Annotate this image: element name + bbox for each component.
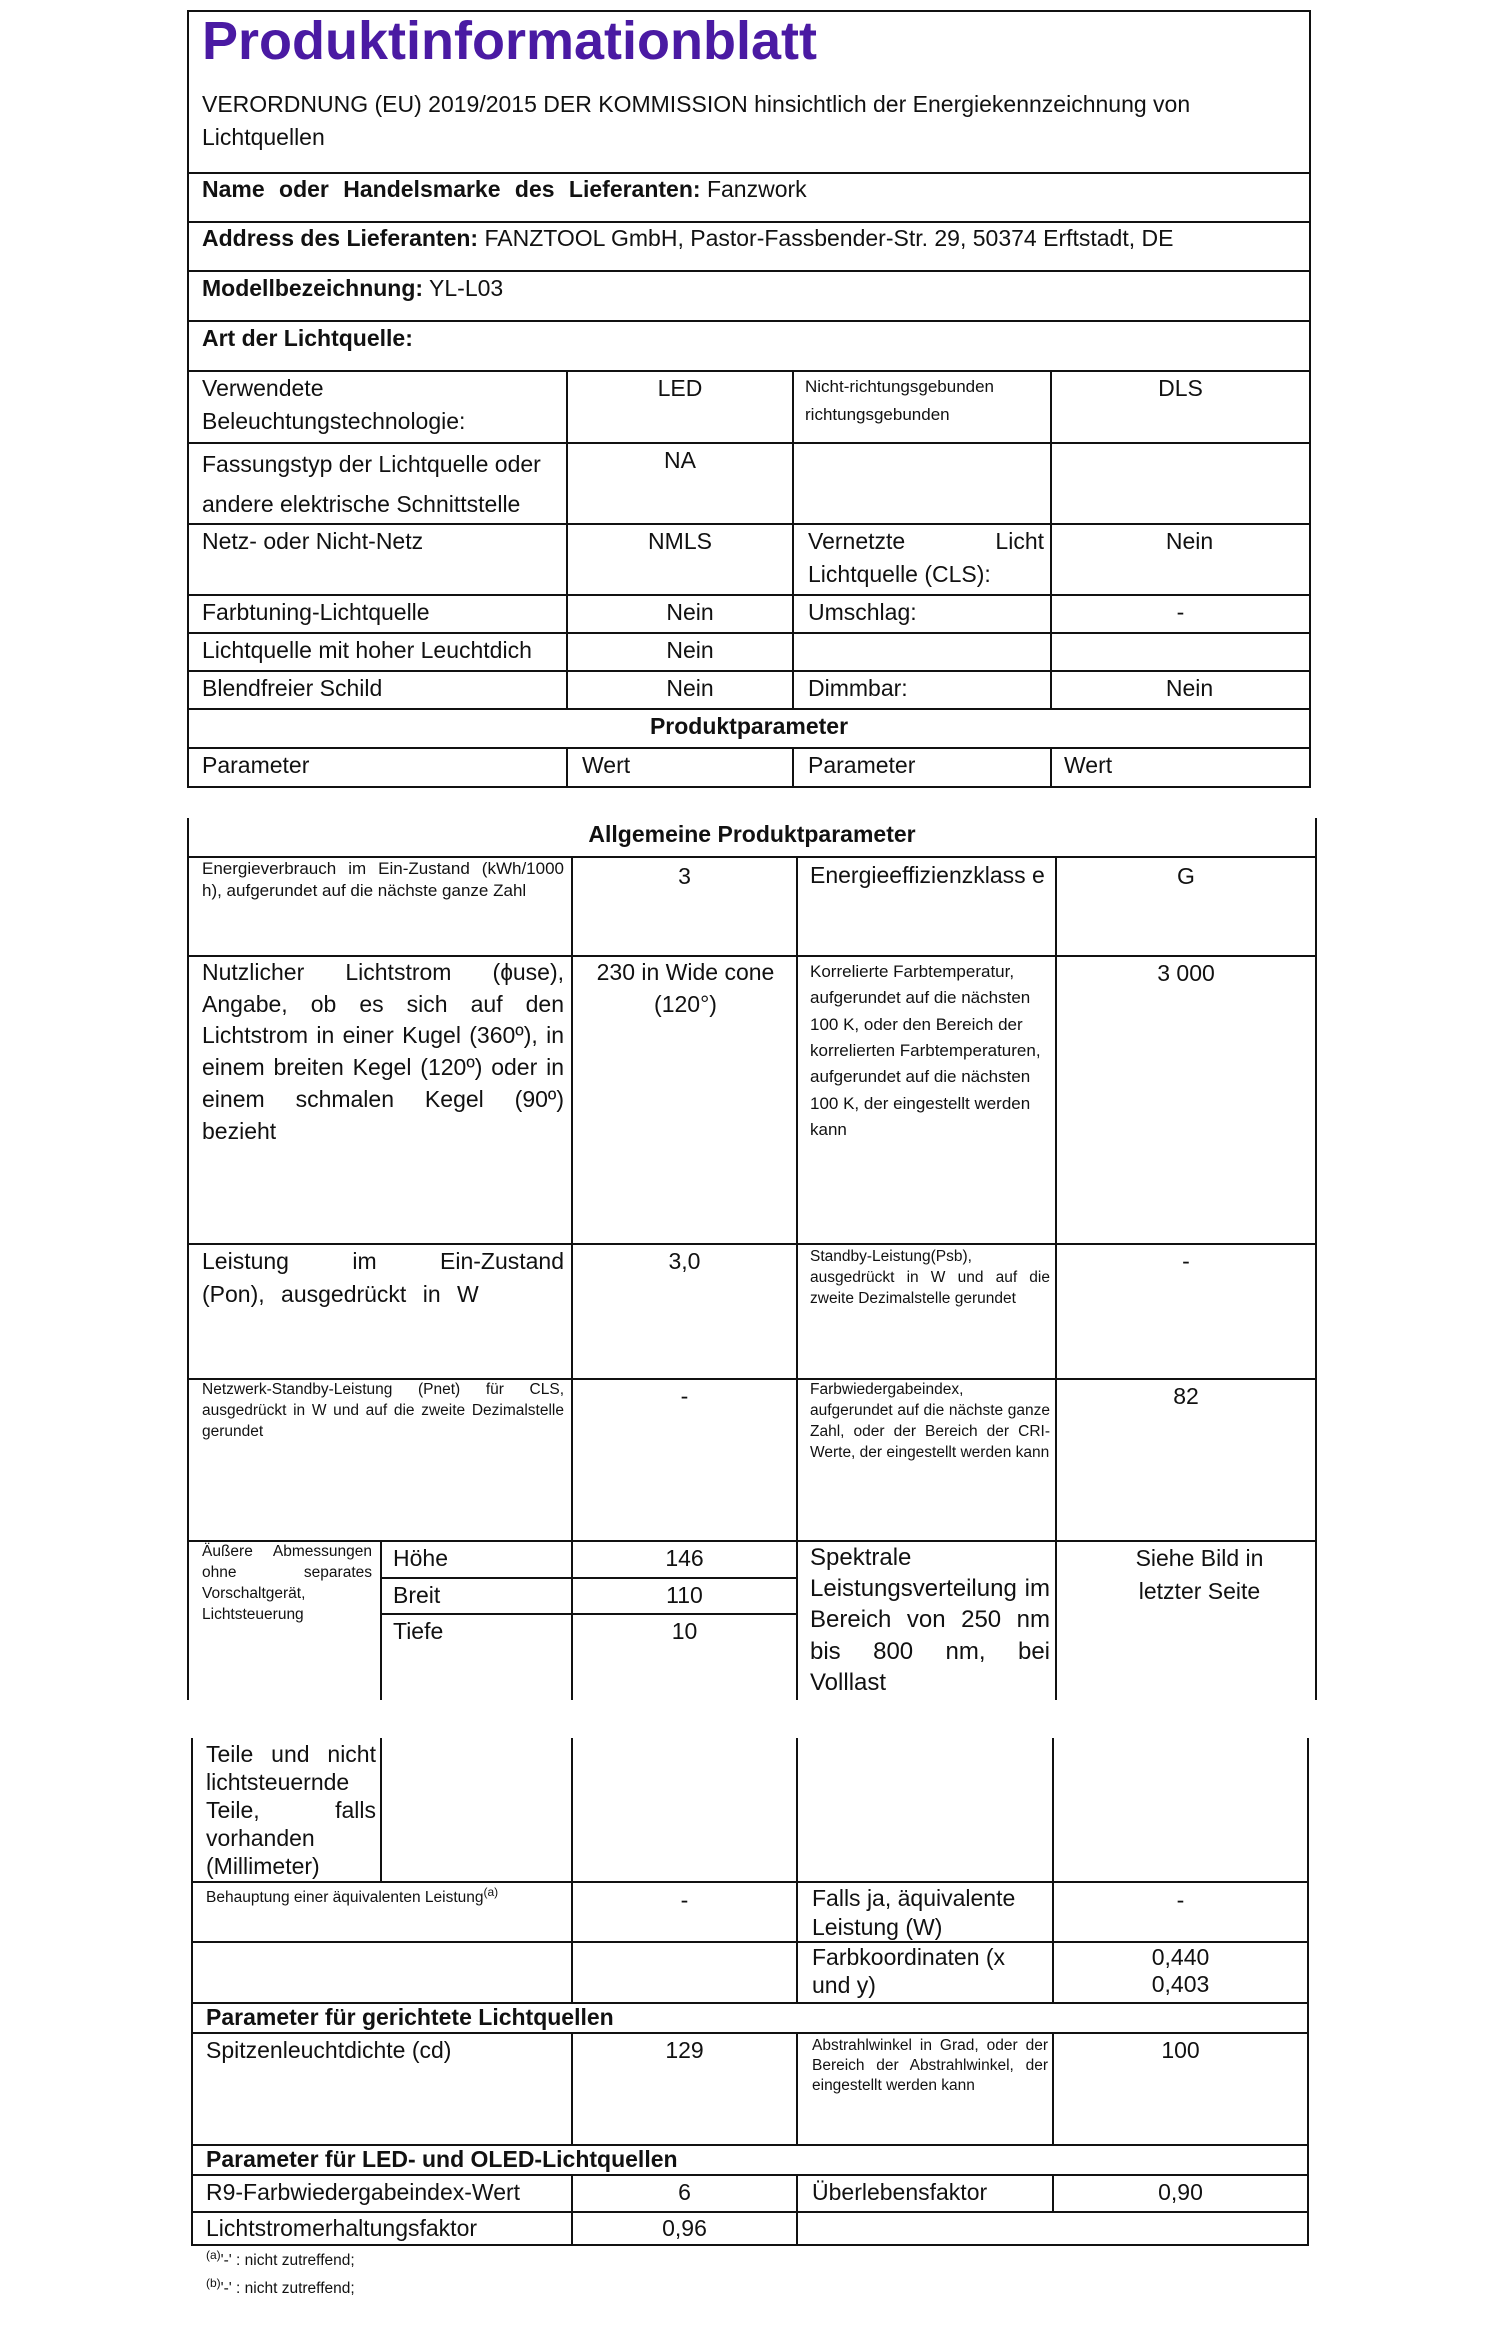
color-coord-x: 0,440	[1151, 1944, 1210, 1970]
power-label	[202, 1245, 564, 1310]
col-header: Parameter	[202, 752, 310, 778]
maintenance-value: 0,96	[662, 2215, 707, 2241]
page-title: Produktinformationblatt	[202, 11, 817, 71]
param-label: Fassungstyp der Lichtquelle oder andere elektrische Schnittstelle	[202, 451, 541, 518]
power-label-line1: Leistung im Ein-Zustand	[202, 1248, 564, 1274]
beam-angle-value: 100	[1161, 2037, 1200, 2063]
dim-width-label: Breit	[393, 1582, 441, 1608]
energy-consumption-value: 3	[678, 863, 691, 889]
cri-label: Farbwiedergabeindex, aufgerundet auf die nächste ganze Zahl, oder der Bereich der CRI-Werte, der eingestellt werden kann	[810, 1381, 1050, 1461]
address-value: FANZTOOL GmbH, Pastor-Fassbender-Str. 29, 50374 Erftstadt, DE	[484, 225, 1174, 251]
supplier-value: Fanzwork	[706, 176, 807, 202]
product-params-heading: Produktparameter	[649, 713, 849, 739]
parts-label: Teile und nicht lichtsteuernde Teile, falls vorhanden (Millimeter)	[206, 1741, 376, 1880]
supplier-label: Name oder Handelsmarke des Lieferanten:	[202, 176, 701, 202]
param-label-line2: Lichtquelle (CLS):	[808, 560, 991, 587]
param-value: Nein	[666, 599, 714, 625]
standby-value: -	[1182, 1248, 1190, 1274]
r9-label: R9-Farbwiedergabeindex-Wert	[206, 2179, 521, 2205]
beam-angle-label: Abstrahlwinkel in Grad, oder der Bereich der Abstrahlwinkel, der eingestellt werden kann	[812, 2037, 1048, 2095]
spectral-value: Siehe Bild in letzter Seite	[1135, 1545, 1264, 1604]
dim-height-value: 146	[665, 1545, 704, 1571]
equiv-claim-value: -	[680, 1887, 689, 1913]
param-label: Nicht-richtungsgebunden	[805, 377, 995, 396]
equiv-claim-text: Behauptung einer äquivalenten Leistung	[206, 1889, 484, 1907]
param-value: DLS	[1158, 375, 1203, 401]
color-coords-label: Farbkoordinaten (x und y)	[812, 1944, 1006, 1998]
param-value: NA	[664, 447, 696, 473]
param-label: Dimmbar:	[808, 675, 908, 701]
param-value: NMLS	[648, 528, 712, 554]
net-standby-label: Netzwerk-Standby-Leistung (Pnet) für CLS, ausgedrückt in W und auf die zweite Dezimalstelle gerundet	[202, 1381, 564, 1440]
dimensions-label: Äußere Abmessungen ohne separates Vorschaltgerät, Lichtsteuerung	[202, 1543, 372, 1623]
param-value: Nein	[1165, 675, 1214, 701]
address-label: Address des Lieferanten:	[202, 225, 479, 251]
footnote-a-text: '-' : nicht zutreffend;	[220, 2252, 355, 2270]
dim-depth-value: 10	[671, 1618, 698, 1644]
supplier-row	[202, 173, 807, 206]
led-heading: Parameter für LED- und OLED-Lichtquellen	[206, 2146, 678, 2172]
param-label: richtungsgebunden	[805, 405, 950, 424]
param-label-line1: Vernetzte Licht	[808, 528, 1044, 554]
param-value: LED	[657, 375, 703, 401]
type-heading: Art der Lichtquelle:	[202, 325, 413, 351]
address-row	[202, 222, 1173, 255]
equiv-power-value: -	[1176, 1887, 1185, 1913]
net-standby-value: -	[680, 1383, 689, 1409]
param-label: Verwendete Beleuchtungstechnologie:	[202, 375, 466, 434]
luminous-flux-value: 230 in Wide cone (120°)	[596, 959, 775, 1017]
maintenance-label: Lichtstromerhaltungsfaktor	[206, 2215, 478, 2241]
model-row	[202, 272, 503, 305]
peak-intensity-value: 129	[665, 2037, 704, 2063]
color-coord-y: 0,403	[1151, 1971, 1210, 1997]
luminous-flux-label: Nutzlicher Lichtstrom (ɸuse), Angabe, ob es sich auf den Lichtstrom in einer Kugel (360º), in einem breiten Kegel (120º) oder in einem schmalen Kegel (90º) bezieht	[202, 959, 564, 1144]
power-label-line2: (Pon), ausgedrückt in W	[202, 1280, 479, 1307]
survival-label: Überlebensfaktor	[812, 2179, 988, 2205]
footnote-a-mark: (a)	[206, 2248, 221, 2262]
footnote-b-text: '-' : nicht zutreffend;	[220, 2280, 355, 2298]
footnote-a	[206, 2248, 355, 2270]
col-header: Parameter	[808, 752, 916, 778]
param-label: Blendfreier Schild	[202, 675, 383, 701]
param-label	[808, 525, 1044, 590]
cct-label: Korrelierte Farbtemperatur, aufgerundet auf die nächsten 100 K, oder den Bereich der korrelierten Farbtemperaturen, aufgerundet auf die nächsten 100 K, der eingestellt werden kann	[810, 962, 1041, 1140]
energy-class-label: Energieeffizienzklass e	[810, 862, 1045, 888]
param-label: Farbtuning-Lichtquelle	[202, 599, 430, 625]
power-value: 3,0	[668, 1248, 701, 1274]
param-label: Lichtquelle mit hoher Leuchtdich	[202, 637, 532, 663]
col-header: Wert	[1064, 752, 1113, 778]
survival-value: 0,90	[1158, 2179, 1203, 2205]
r9-value: 6	[678, 2179, 691, 2205]
param-label: Umschlag:	[808, 599, 917, 625]
param-value: Nein	[666, 675, 714, 701]
energy-class-value: G	[1177, 863, 1195, 889]
spectral-label: Spektrale Leistungsverteilung im Bereich von 250 nm bis 800 nm, bei Volllast	[810, 1544, 1050, 1696]
param-value: Nein	[1165, 528, 1214, 554]
model-label: Modellbezeichnung:	[202, 275, 424, 301]
cct-value: 3 000	[1157, 960, 1215, 986]
standby-label: Standby-Leistung(Psb), ausgedrückt in W und auf die zweite Dezimalstelle gerundet	[810, 1248, 1050, 1307]
dim-width-value: 110	[666, 1582, 703, 1608]
col-header: Wert	[582, 752, 631, 778]
equiv-claim-label	[206, 1884, 498, 1909]
model-value: YL-L03	[429, 275, 504, 301]
directional-heading: Parameter für gerichtete Lichtquellen	[206, 2004, 614, 2030]
general-heading: Allgemeine Produktparameter	[588, 821, 916, 847]
param-value: -	[1176, 599, 1185, 625]
energy-consumption-label: Energieverbrauch im Ein-Zustand (kWh/1000 h), aufgerundet auf die nächste ganze Zahl	[202, 859, 564, 900]
param-label: Netz- oder Nicht-Netz	[202, 528, 424, 554]
footnote-b	[206, 2276, 355, 2298]
param-value: Nein	[666, 637, 714, 663]
dim-height-label: Höhe	[393, 1545, 448, 1571]
equiv-power-label: Falls ja, äquivalente Leistung (W)	[812, 1885, 1016, 1940]
footnote-b-mark: (b)	[206, 2276, 221, 2290]
dim-depth-label: Tiefe	[393, 1618, 444, 1644]
regulation-text: VERORDNUNG (EU) 2019/2015 DER KOMMISSION hinsichtlich der Energiekennzeichnung von Lichtquellen	[202, 91, 1191, 150]
footnote-a-ref: (a)	[483, 1885, 499, 1899]
peak-intensity-label: Spitzenleuchtdichte (cd)	[206, 2037, 452, 2063]
cri-value: 82	[1173, 1383, 1199, 1409]
